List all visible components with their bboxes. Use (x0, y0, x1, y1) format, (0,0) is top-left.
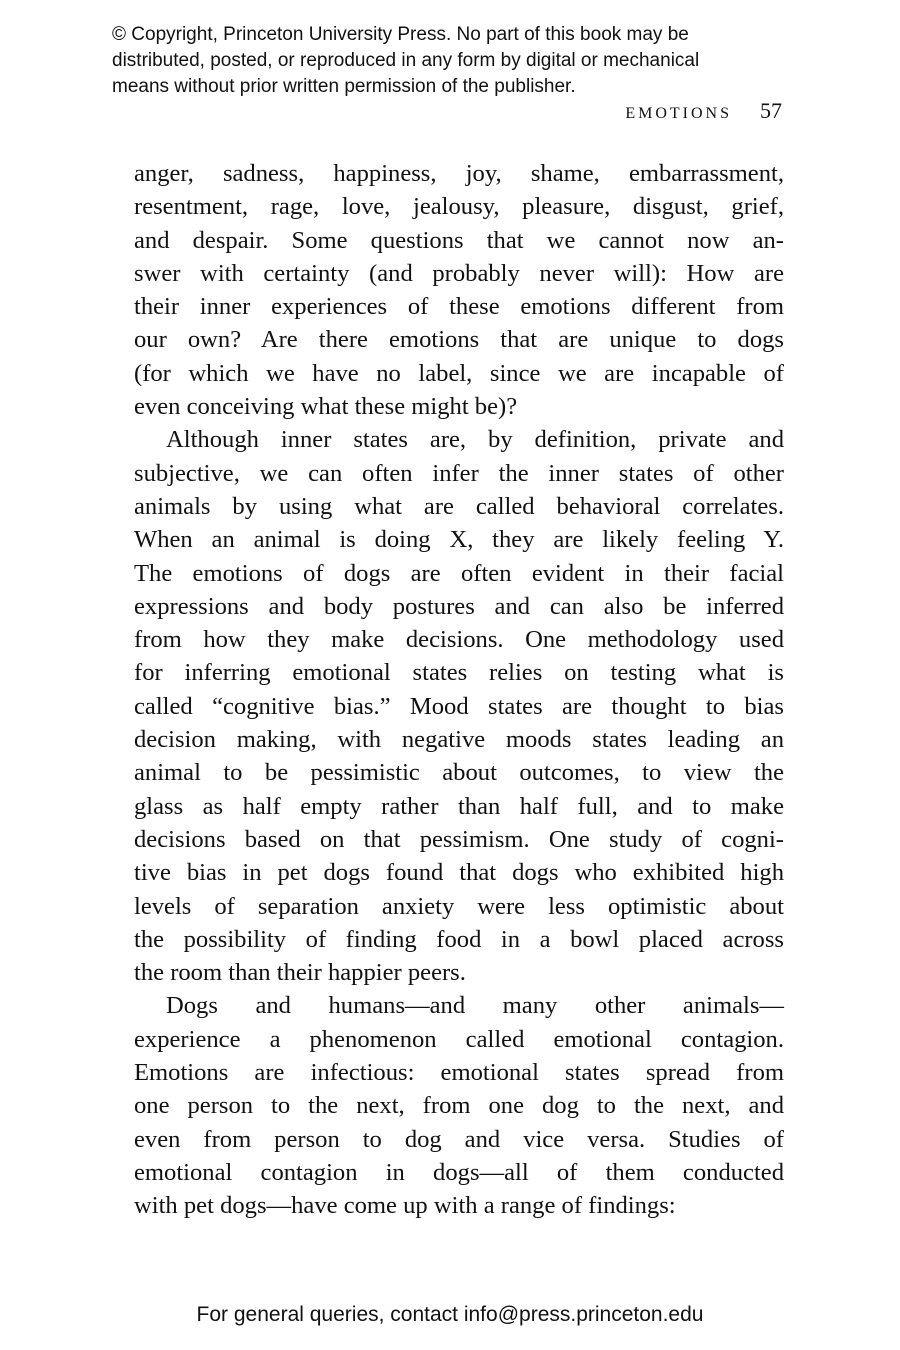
text-line: the possibility of finding food in a bowl placed across (134, 925, 784, 953)
text-line: When an animal is doing X, they are likely feeling Y. (134, 526, 784, 554)
text-line: expressions and body postures and can also be inferred (134, 592, 784, 620)
text-line: glass as half empty rather than half full, and to make (134, 792, 784, 820)
paragraph (134, 423, 784, 989)
text-line: resentment, rage, love, jealousy, pleasure, disgust, grief, (134, 193, 784, 221)
text-line: subjective, we can often infer the inner states of other (134, 459, 784, 487)
text-line: emotional contagion in dogs—all of them conducted (134, 1158, 784, 1186)
page-number: 57 (760, 98, 782, 123)
copyright-line: © Copyright, Princeton University Press. No part of this book may be (112, 24, 689, 45)
text-line: Emotions are infectious: emotional states spread from (134, 1059, 784, 1087)
text-line: called “cognitive bias.” Mood states are thought to bias (134, 692, 784, 720)
paragraph (134, 989, 784, 1222)
paragraph (134, 157, 784, 423)
text-line: decisions based on that pessimism. One study of cogni- (134, 825, 784, 853)
text-line: our own? Are there emotions that are unique to dogs (134, 326, 784, 354)
text-line: decision making, with negative moods states leading an (134, 726, 784, 754)
text-line: Although inner states are, by definition, private and (166, 426, 784, 454)
text-line: the room than their happier peers. (134, 959, 466, 987)
text-line: one person to the next, from one dog to the next, and (134, 1092, 784, 1120)
text-line: (for which we have no label, since we are incapable of (134, 359, 784, 387)
text-line: for inferring emotional states relies on testing what is (134, 659, 784, 687)
text-line: and despair. Some questions that we cannot now an- (134, 226, 784, 254)
text-line: from how they make decisions. One methodology used (134, 626, 784, 654)
footer-contact: For general queries, contact info@press.princeton.edu (196, 1303, 704, 1326)
copyright-line: means without prior written permission of the publisher. (112, 76, 576, 97)
text-line: tive bias in pet dogs found that dogs who exhibited high (134, 859, 784, 887)
text-line: levels of separation anxiety were less optimistic about (134, 892, 784, 920)
copyright-line: distributed, posted, or reproduced in any form by digital or mechanical (112, 50, 700, 71)
body-text (134, 157, 784, 1223)
text-line: with pet dogs—have come up with a range of findings: (134, 1192, 676, 1220)
text-line: anger, sadness, happiness, joy, shame, embarrassment, (134, 160, 784, 187)
text-line: Dogs and humans—and many other animals— (166, 992, 784, 1020)
text-line: animal to be pessimistic about outcomes, to view the (134, 759, 784, 787)
text-line: experience a phenomenon called emotional contagion. (134, 1025, 784, 1053)
text-line: The emotions of dogs are often evident in their facial (134, 559, 784, 587)
text-line: even conceiving what these might be)? (134, 393, 518, 421)
text-line: swer with certainty (and probably never will): How are (134, 259, 784, 287)
text-line: their inner experiences of these emotions different from (134, 293, 784, 321)
copyright-notice (112, 22, 812, 100)
section-title: EMOTIONS (625, 105, 732, 122)
running-head (625, 98, 782, 124)
text-line: animals by using what are called behavioral correlates. (134, 492, 784, 520)
text-line: even from person to dog and vice versa. Studies of (134, 1125, 784, 1153)
